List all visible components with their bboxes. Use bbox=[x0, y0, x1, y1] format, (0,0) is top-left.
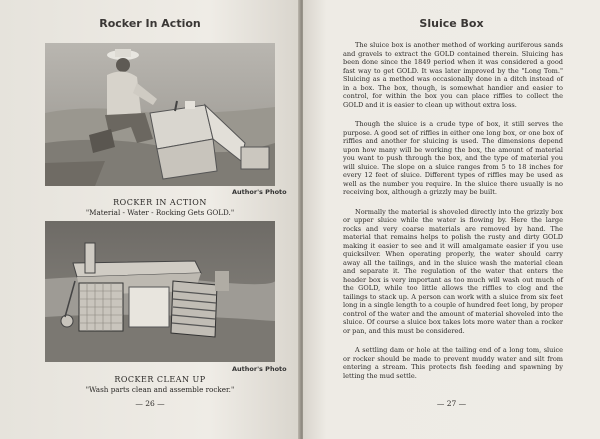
left-page-number: — 26 — bbox=[135, 399, 165, 408]
photo2-credit: Author's Photo bbox=[232, 365, 287, 373]
photo2-caption-title: ROCKER CLEAN UP bbox=[114, 375, 206, 384]
photo1-caption-title: ROCKER IN ACTION bbox=[113, 198, 207, 207]
right-page bbox=[303, 0, 600, 439]
rocker-in-action-photo bbox=[45, 43, 275, 186]
right-page-number: — 27 — bbox=[436, 399, 467, 408]
paragraph-4: A settling dam or hole at the tailing end of a long tom, sluice or rocker should be made to prevent muddy water and silt from entering a stream. This protects fish feeding and spawning by letting the mud settle. bbox=[343, 346, 563, 380]
rocker-clean-up-photo bbox=[45, 221, 275, 362]
paragraph-2: Though the sluice is a crude type of box, it still serves the purpose. A good set of riffles in either one long box, or one box of riffles and another for sluicing is used. The dimensions depend upon how many will be working the box, the amount of material you want to push through the box, and the type of material you will sluice. The slope on a sluice ranges from 5 to 18 inches for every 12 feet of sluice. Different types of riffles may be used as well as the number you require. In the sluice there usually is no receiving box, although a grizzly may be built. bbox=[343, 120, 563, 196]
right-page-heading: Sluice Box bbox=[419, 17, 484, 30]
paragraph-1: The sluice box is another method of working auriferous sands and gravels to extract the GOLD contained therein. Sluicing has been done since the 1849 period when it was considered a good fast way to get GOLD. It was later improved by the "Long Tom." Sluicing as a method was occasionally done in a ditch instead of in a box. The box, though, is somewhat handier and easier to control, for within the box you can place riffles to collect the GOLD and it is easier to clean up without extra loss. bbox=[343, 41, 563, 109]
paragraph-3: Normally the material is shoveled directly into the grizzly box or upper sluice while the water is flowing by. Here the large rocks and very coarse materials are removed by hand. The material that remains helps to polish the rusty and dirty GOLD making it easier to see and it will amalgamate easier if you use quicksilver. When operating properly, the water should carry away all the tailings, and in the sluice wash the material clean and separate it. The regulation of the water that enters the header box is very important as too much will wash out much of the GOLD, while too little allows the riffles to clog and the tailings to stack up. A person can work with a sluice from six feet long in a single length to a couple of hundred feet long, by proper control of the water and the amount of material shoveled into the sluice. Of course a sluice box takes lots more water than a rocker or pan, and this must be considered. bbox=[343, 207, 563, 335]
sluice-box-body-text bbox=[343, 41, 563, 391]
photo2-caption-subtitle: "Wash parts clean and assemble rocker." bbox=[85, 385, 235, 394]
photo1-credit: Author's Photo bbox=[232, 188, 287, 196]
left-page-heading: Rocker In Action bbox=[99, 17, 201, 30]
photo1-caption-subtitle: "Material - Water - Rocking Gets GOLD." bbox=[85, 208, 235, 217]
